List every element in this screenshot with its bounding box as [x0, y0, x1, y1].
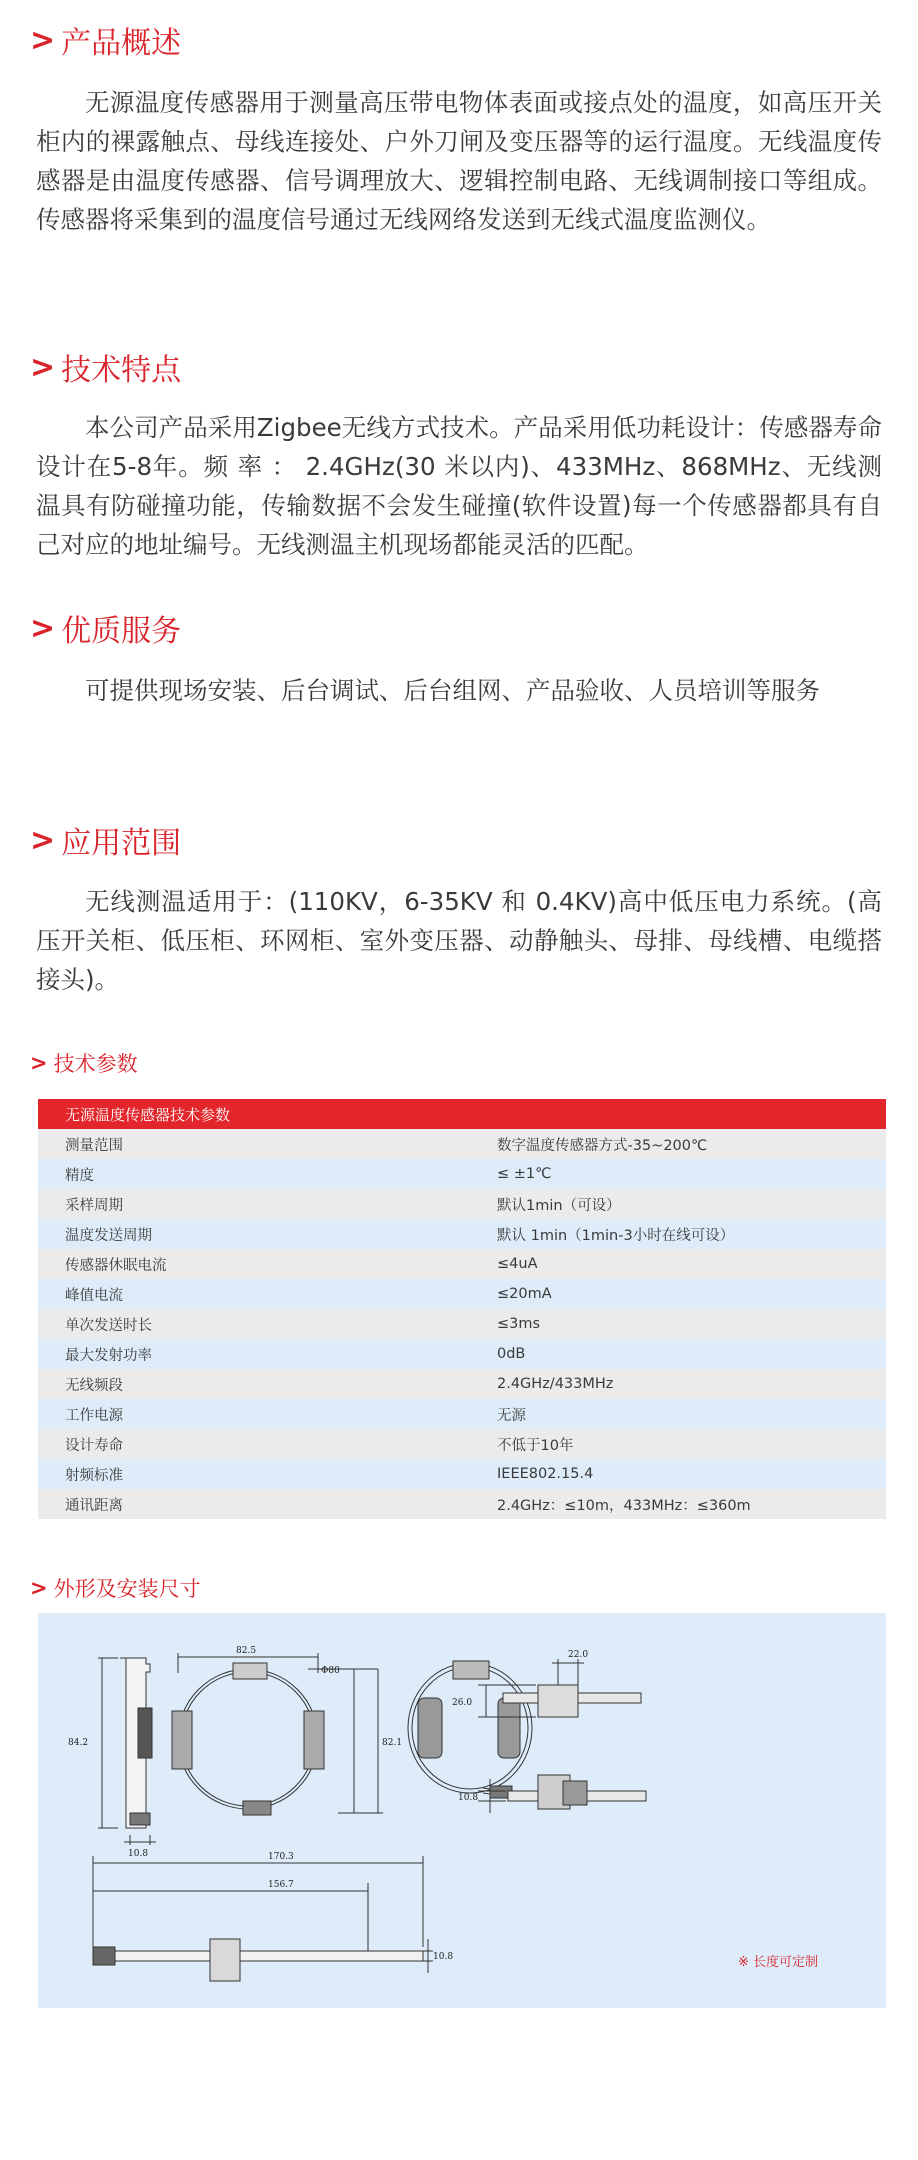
chevron-right-icon: > — [30, 349, 56, 385]
customizable-length-note: ※ 长度可定制 — [738, 1955, 819, 1970]
chevron-right-icon: > — [30, 822, 56, 858]
dim-label: 84.2 — [68, 1738, 89, 1748]
params-table — [38, 1099, 886, 1519]
param-value-cell: 0dB — [462, 1339, 886, 1369]
param-name-cell: 传感器休眠电流 — [38, 1249, 462, 1279]
param-value-cell: 默认1min（可设） — [462, 1189, 886, 1219]
section-title-params — [30, 1047, 138, 1079]
ring-view-drawing — [172, 1653, 383, 1815]
application-paragraph: 无线测温适用于：(110KV，6-35KV 和 0.4KV)高中低压电力系统。(高压开关柜、低压柜、环网柜、室外变压器、动静触头、母排、母线槽、电缆搭接头)。 — [36, 887, 882, 994]
table-row — [38, 1309, 886, 1339]
param-name-cell: 峰值电流 — [38, 1279, 462, 1309]
param-name-cell: 最大发射功率 — [38, 1339, 462, 1369]
dimension-drawing — [38, 1613, 886, 2008]
table-row — [38, 1279, 886, 1309]
param-name-cell: 通讯距离 — [38, 1489, 462, 1519]
param-name-cell: 设计寿命 — [38, 1429, 462, 1459]
section-title-service — [30, 606, 181, 650]
dimension-drawing-panel — [38, 1613, 886, 2008]
table-row — [38, 1489, 886, 1519]
param-name-cell: 精度 — [38, 1159, 462, 1189]
param-name-cell: 单次发送时长 — [38, 1309, 462, 1339]
table-row — [38, 1339, 886, 1369]
dim-label: 10.8 — [128, 1849, 149, 1859]
dim-label: 26.0 — [452, 1698, 473, 1708]
chevron-right-icon: > — [30, 1051, 48, 1075]
section-title-text: 技术参数 — [53, 1052, 138, 1076]
table-row — [38, 1399, 886, 1429]
table-row — [38, 1429, 886, 1459]
section-title-features — [30, 345, 181, 389]
features-paragraph: 本公司产品采用Zigbee无线方式技术。产品采用低功耗设计：传感器寿命设计在5-8年。频 率 ： 2.4GHz(30 米以内)、433MHz、868MHz、无线测温具有防碰撞功能，传输数据不会发生碰撞(软件设置)每一个传感器都具有自己对应的地址编号。无线测温主机现场都能灵活的匹配。 — [36, 413, 882, 559]
table-row — [38, 1159, 886, 1189]
param-value-cell: ≤3ms — [462, 1309, 886, 1339]
param-value-cell: 默认 1min（1min-3小时在线可设） — [462, 1219, 886, 1249]
section-title-overview — [30, 18, 181, 62]
strap-drawing — [93, 1856, 433, 1981]
table-row — [38, 1189, 886, 1219]
param-name-cell: 测量范围 — [38, 1129, 462, 1159]
param-value-cell: ≤ ±1℃ — [462, 1159, 886, 1189]
section-title-text: 优质服务 — [61, 614, 182, 649]
service-paragraph: 可提供现场安装、后台调试、后台组网、产品验收、人员培训等服务 — [85, 676, 820, 705]
section-title-application — [30, 818, 181, 862]
dim-label: 170.3 — [268, 1852, 294, 1862]
param-name-cell: 射频标准 — [38, 1459, 462, 1489]
dim-label: 82.1 — [382, 1738, 403, 1748]
param-value-cell: 不低于10年 — [462, 1429, 886, 1459]
ring-perspective-drawing — [408, 1661, 558, 1803]
table-row — [38, 1219, 886, 1249]
section-title-text: 外形及安装尺寸 — [53, 1577, 201, 1601]
dim-label: 22.0 — [568, 1650, 589, 1660]
side-view-drawing — [98, 1658, 156, 1845]
chevron-right-icon: > — [30, 22, 56, 58]
param-value-cell: 2.4GHz/433MHz — [462, 1369, 886, 1399]
overview-paragraph: 无源温度传感器用于测量高压带电物体表面或接点处的温度，如高压开关柜内的裸露触点、母线连接处、户外刀闸及变压器等的运行温度。无线温度传感器是由温度传感器、信号调理放大、逻辑控制电路、无线调制接口等组成。传感器将采集到的温度信号通过无线网络发送到无线式温度监测仪。 — [36, 88, 882, 234]
table-row — [38, 1249, 886, 1279]
table-header: 无源温度传感器技术参数 — [38, 1099, 886, 1129]
dim-label: 10.8 — [458, 1793, 479, 1803]
dim-label: 82.5 — [236, 1646, 257, 1656]
section-title-text: 应用范围 — [61, 826, 182, 861]
param-name-cell: 采样周期 — [38, 1189, 462, 1219]
param-value-cell: ≤4uA — [462, 1249, 886, 1279]
param-name-cell: 温度发送周期 — [38, 1219, 462, 1249]
chevron-right-icon: > — [30, 1576, 48, 1600]
table-row — [38, 1129, 886, 1159]
section-title-text: 技术特点 — [61, 353, 182, 388]
dim-label: 156.7 — [268, 1880, 294, 1890]
param-value-cell: IEEE802.15.4 — [462, 1459, 886, 1489]
table-row — [38, 1369, 886, 1399]
param-value-cell: ≤20mA — [462, 1279, 886, 1309]
section-title-dimensions — [30, 1572, 201, 1604]
param-name-cell: 工作电源 — [38, 1399, 462, 1429]
param-value-cell: 2.4GHz：≤10m，433MHz：≤360m — [462, 1489, 886, 1519]
dim-label: 10.8 — [433, 1952, 454, 1962]
param-value-cell: 无源 — [462, 1399, 886, 1429]
dim-label: Φ80 — [321, 1666, 340, 1676]
table-row — [38, 1459, 886, 1489]
section-title-text: 产品概述 — [61, 26, 182, 61]
chevron-right-icon: > — [30, 610, 56, 646]
param-value-cell: 数字温度传感器方式-35~200℃ — [462, 1129, 886, 1159]
param-name-cell: 无线频段 — [38, 1369, 462, 1399]
params-table-body — [38, 1129, 886, 1519]
